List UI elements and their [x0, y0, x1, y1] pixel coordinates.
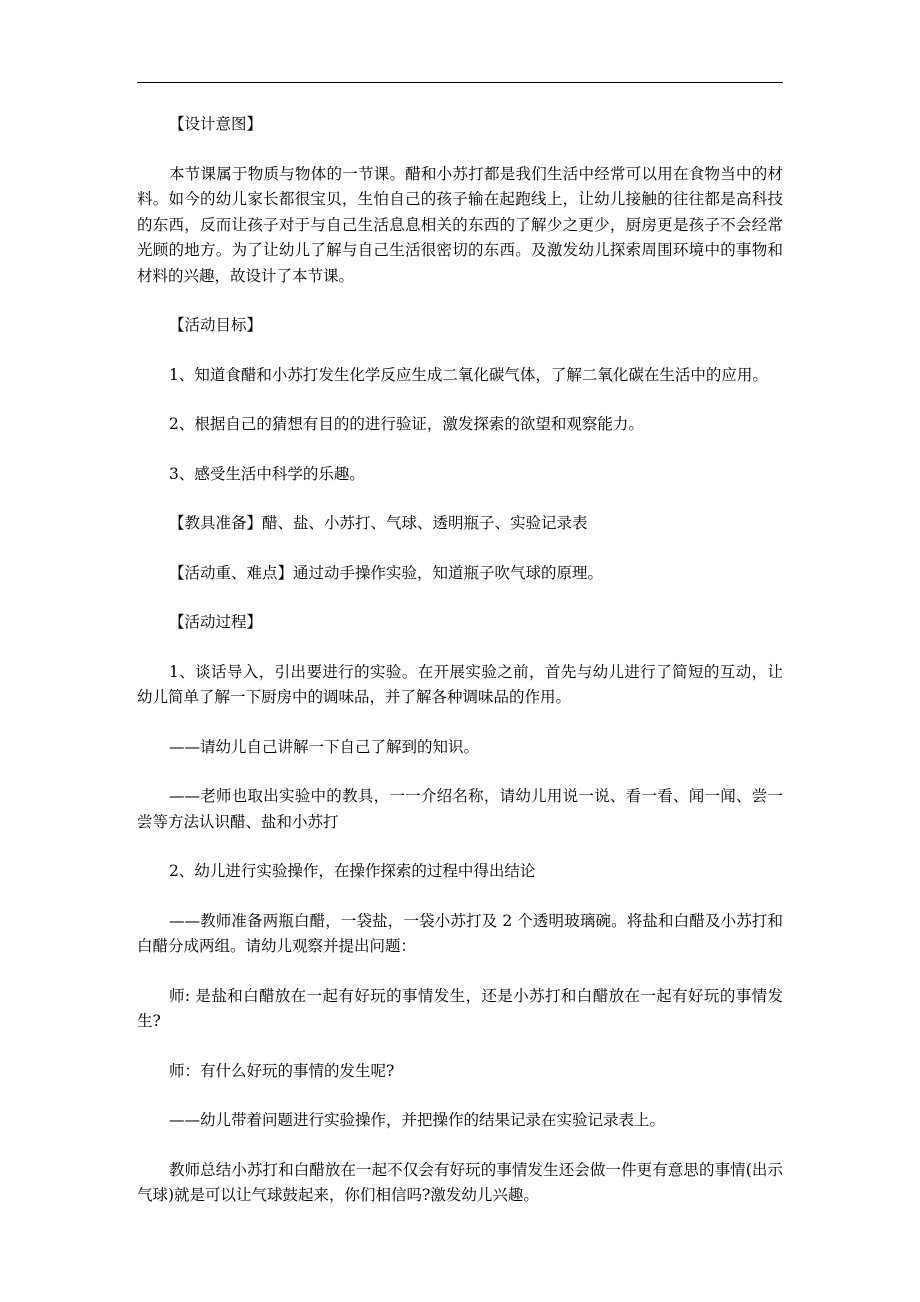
- process-note-2: ——老师也取出实验中的教具，一一介绍名称，请幼儿用说一说、看一看、闻一闻、尝一尝等方法认识醋、盐和小苏打: [137, 787, 783, 831]
- section-heading-goals: 【活动目标】: [169, 316, 263, 334]
- section-heading-process: 【活动过程】: [169, 613, 263, 631]
- teacher-question-2: 师：有什么好玩的事情的发生呢?: [169, 1061, 395, 1080]
- process-step-1: 1、谈话导入，引出要进行的实验。在开展实验之前，首先与幼儿进行了简短的互动，让幼儿简单了解一下厨房中的调味品，并了解各种调味品的作用。: [137, 662, 783, 706]
- teacher-summary: 教师总结小苏打和白醋放在一起不仅会有好玩的事情发生还会做一件更有意思的事情(出示气球)就是可以让气球鼓起来，你们相信吗?激发幼儿兴趣。: [137, 1160, 783, 1204]
- materials-line: 【教具准备】醋、盐、小苏打、气球、透明瓶子、实验记录表: [169, 514, 588, 532]
- header-rule: [137, 82, 783, 83]
- document-body: [137, 112, 783, 1209]
- goal-item-3: 3、感受生活中科学的乐趣。: [169, 464, 365, 483]
- process-step-2: 2、幼儿进行实验操作，在操作探索的过程中得出结论: [169, 862, 536, 880]
- design-intent-paragraph: 本节课属于物质与物体的一节课。醋和小苏打都是我们生活中经常可以用在食物当中的材料。如今的幼儿家长都很宝贝，生怕自己的孩子输在起跑线上，让幼儿接触的往往都是高科技的东西，反而让孩子对于与自己生活息息相关的东西的了解少之更少，厨房更是孩子不会经常光顾的地方。为了让幼儿了解与自己生活很密切的东西。及激发幼儿探索周围环境中的事物和材料的兴趣，故设计了本节课。: [137, 164, 783, 285]
- process-note-1: ——请幼儿自己讲解一下自己了解到的知识。: [169, 737, 480, 756]
- teacher-question-1: 师: 是盐和白醋放在一起有好玩的事情发生，还是小苏打和白醋放在一起有好玩的事情发生?: [137, 986, 783, 1030]
- goal-item-2: 2、根据自己的猜想有目的的进行验证，激发探索的欲望和观察能力。: [169, 415, 644, 433]
- key-points-line: 【活动重、难点】通过动手操作实验，知道瓶子吹气球的原理。: [169, 563, 604, 582]
- section-heading-design-intent: 【设计意图】: [169, 115, 263, 133]
- process-note-4: ——幼儿带着问题进行实验操作，并把操作的结果记录在实验记录表上。: [169, 1111, 666, 1129]
- goal-item-1: 1、知道食醋和小苏打发生化学反应生成二氧化碳气体，了解二氧化碳在生活中的应用。: [169, 365, 768, 384]
- process-note-3: ——教师准备两瓶白醋，一袋盐，一袋小苏打及 2 个透明玻璃碗。将盐和白醋及小苏打和白醋分成两组。请幼儿观察并提出问题：: [137, 911, 783, 955]
